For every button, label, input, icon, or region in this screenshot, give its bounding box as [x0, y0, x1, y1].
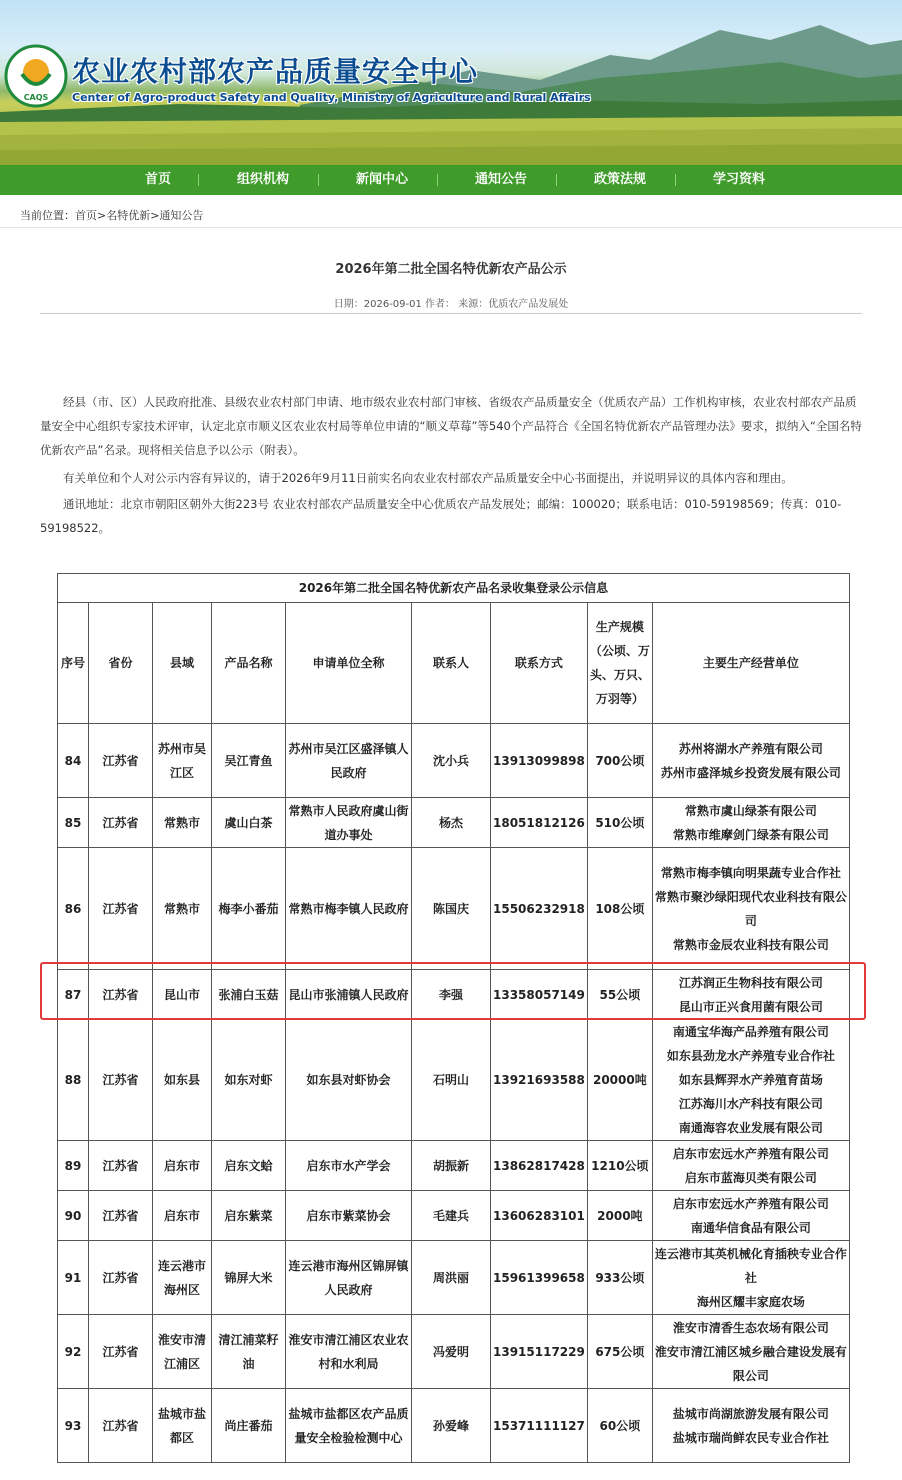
main-nav [0, 165, 902, 195]
header-banner [0, 0, 902, 165]
table-cell-phone: 13358057149 [491, 970, 588, 1020]
table-cell-scale: 933公顷 [587, 1241, 652, 1315]
table-cell-province: 江苏省 [89, 1241, 153, 1315]
table-cell-contact: 周洪丽 [412, 1241, 491, 1315]
table-cell-contact: 毛建兵 [412, 1191, 491, 1241]
table-cell-product: 启东紫菜 [212, 1191, 286, 1241]
table-cell-county: 常熟市 [153, 798, 212, 848]
table-row [58, 848, 850, 970]
unit-name: 如东县辉羿水产养殖育苗场 [678, 1073, 823, 1087]
table-row [58, 1241, 850, 1315]
table-cell-product: 梅李小番茄 [212, 848, 286, 970]
table-cell-scale: 108公顷 [587, 848, 652, 970]
table-cell-no: 92 [58, 1315, 89, 1389]
table-cell-applicant: 昆山市张浦镇人民政府 [286, 970, 412, 1020]
nav-notices[interactable]: 通知公告 [475, 172, 528, 187]
column-header: 联系人 [412, 603, 491, 724]
table-cell-scale: 675公顷 [587, 1315, 652, 1389]
table-cell-contact: 沈小兵 [412, 724, 491, 798]
unit-name: 淮安市清香生态农场有限公司 [672, 1320, 829, 1335]
table-cell-contact: 石明山 [412, 1020, 491, 1141]
table-cell-units [652, 1389, 849, 1463]
unit-name: 启东市宏远水产养殖有限公司 [672, 1196, 829, 1211]
table-cell-applicant: 淮安市清江浦区农业农村和水利局 [286, 1315, 412, 1389]
nav-divider [198, 174, 199, 186]
table-cell-county: 启东市 [153, 1191, 212, 1241]
divider [40, 313, 862, 314]
table-cell-no: 90 [58, 1191, 89, 1241]
nav-learning[interactable]: 学习资料 [713, 172, 766, 187]
table-cell-county: 盐城市盐都区 [153, 1389, 212, 1463]
svg-text:CAQS: CAQS [23, 93, 49, 102]
table-row [58, 798, 850, 848]
table-cell-phone: 15371111127 [491, 1389, 588, 1463]
table-cell-county: 启东市 [153, 1141, 212, 1191]
column-header: 申请单位全称 [286, 603, 412, 724]
table-cell-scale: 60公顷 [587, 1389, 652, 1463]
site-subtitle: Center of Agro-product Safety and Quality, Ministry of Agriculture and Rural Affairs [72, 91, 591, 104]
table-cell-applicant: 启东市水产学会 [286, 1141, 412, 1191]
table-cell-phone: 15961399658 [491, 1241, 588, 1315]
nav-organization[interactable]: 组织机构 [237, 172, 290, 187]
table-cell-county: 淮安市清江浦区 [153, 1315, 212, 1389]
table-cell-scale: 2000吨 [587, 1191, 652, 1241]
unit-name: 常熟市聚沙绿阳现代农业科技有限公司 [654, 889, 847, 928]
table-cell-product: 如东对虾 [212, 1020, 286, 1141]
table-cell-contact: 胡振新 [412, 1141, 491, 1191]
table-cell-province: 江苏省 [89, 1141, 153, 1191]
column-header: 主要生产经营单位 [652, 603, 849, 724]
breadcrumb[interactable]: 当前位置：首页>名特优新>通知公告 [20, 209, 204, 222]
table-cell-province: 江苏省 [89, 1191, 153, 1241]
table-cell-product: 尚庄番茄 [212, 1389, 286, 1463]
unit-name: 淮安市清江浦区城乡融合建设发展有限公司 [654, 1344, 847, 1383]
table-cell-no: 89 [58, 1141, 89, 1191]
table-cell-contact: 孙爱峰 [412, 1389, 491, 1463]
unit-name: 常熟市维摩剑门绿茶有限公司 [672, 827, 829, 842]
table-cell-product: 锦屏大米 [212, 1241, 286, 1315]
table-cell-no: 86 [58, 848, 89, 970]
table-cell-units [652, 724, 849, 798]
table-cell-contact: 陈国庆 [412, 848, 491, 970]
caqs-logo[interactable] [4, 44, 68, 108]
unit-name: 江苏润正生物科技有限公司 [678, 975, 823, 990]
unit-name: 南通宝华海产品养殖有限公司 [672, 1025, 829, 1039]
unit-name: 江苏海川水产科技有限公司 [678, 1097, 823, 1111]
table-cell-province: 江苏省 [89, 970, 153, 1020]
table-cell-units [652, 798, 849, 848]
table-cell-product: 清江浦菜籽油 [212, 1315, 286, 1389]
table-cell-scale: 510公顷 [587, 798, 652, 848]
table-cell-phone: 13862817428 [491, 1141, 588, 1191]
table-row [58, 1389, 850, 1463]
table-cell-phone: 18051812126 [491, 798, 588, 848]
table-cell-province: 江苏省 [89, 1020, 153, 1141]
table-cell-scale: 700公顷 [587, 724, 652, 798]
table-cell-applicant: 苏州市吴江区盛泽镇人民政府 [286, 724, 412, 798]
site-title: 农业农村部农产品质量安全中心 [72, 55, 479, 88]
table-cell-applicant: 盐城市盐都区农产品质量安全检验检测中心 [286, 1389, 412, 1463]
table-cell-province: 江苏省 [89, 724, 153, 798]
table-cell-applicant: 常熟市梅李镇人民政府 [286, 848, 412, 970]
table-cell-units [652, 1241, 849, 1315]
table-cell-units [652, 848, 849, 970]
table-cell-no: 88 [58, 1020, 89, 1141]
table-row [58, 1315, 850, 1389]
unit-name: 苏州将湖水产养殖有限公司 [678, 741, 823, 756]
nav-divider [318, 174, 319, 186]
table-cell-product: 吴江青鱼 [212, 724, 286, 798]
unit-name: 海州区耀丰家庭农场 [696, 1294, 805, 1309]
article-title: 2026年第二批全国名特优新农产品公示 [335, 262, 567, 277]
table-cell-product: 启东文蛤 [212, 1141, 286, 1191]
nav-divider [437, 174, 438, 186]
table-cell-phone: 13913099898 [491, 724, 588, 798]
table-row [58, 1020, 850, 1141]
unit-name: 常熟市金辰农业科技有限公司 [672, 937, 829, 952]
column-header: 县域 [153, 603, 212, 724]
unit-name: 南通海容农业发展有限公司 [678, 1121, 823, 1135]
table-cell-county: 常熟市 [153, 848, 212, 970]
divider [0, 227, 902, 228]
table-cell-units [652, 1020, 849, 1141]
unit-name: 常熟市梅李镇向明果蔬专业合作社 [660, 865, 841, 880]
table-cell-county: 昆山市 [153, 970, 212, 1020]
table-cell-no: 93 [58, 1389, 89, 1463]
table-cell-contact: 杨杰 [412, 798, 491, 848]
table-cell-applicant: 启东市紫菜协会 [286, 1191, 412, 1241]
unit-name: 常熟市虞山绿茶有限公司 [684, 803, 817, 818]
table-cell-phone: 13606283101 [491, 1191, 588, 1241]
table-cell-scale: 55公顷 [587, 970, 652, 1020]
column-header: 生产规模（公顷、万头、万只、万羽等） [587, 603, 652, 724]
table-cell-applicant: 连云港市海州区锦屏镇人民政府 [286, 1241, 412, 1315]
table-cell-no: 91 [58, 1241, 89, 1315]
column-header: 序号 [58, 603, 89, 724]
column-header: 产品名称 [212, 603, 286, 724]
table-caption: 2026年第二批全国名特优新农产品名录收集登录公示信息 [58, 574, 850, 603]
nav-divider [675, 174, 676, 186]
table-cell-scale: 1210公顷 [587, 1141, 652, 1191]
table-row [58, 1191, 850, 1241]
table-cell-no: 84 [58, 724, 89, 798]
table-header-row [58, 603, 850, 724]
table-cell-phone: 15506232918 [491, 848, 588, 970]
nav-news[interactable]: 新闻中心 [356, 172, 409, 187]
table-row [58, 1141, 850, 1191]
nav-home[interactable]: 首页 [145, 172, 172, 187]
article-paragraph: 通讯地址：北京市朝阳区朝外大街223号 农业农村部农产品质量安全中心优质农产品发展处；邮编：100020；联系电话：010-59198569；传真：010-59198522。 [40, 497, 842, 535]
highlight-box [40, 962, 866, 1020]
table-cell-scale: 20000吨 [587, 1020, 652, 1141]
table-cell-county: 如东县 [153, 1020, 212, 1141]
table-caption-row [58, 574, 850, 603]
unit-name: 苏州市盛泽城乡投资发展有限公司 [660, 765, 841, 780]
table-cell-product: 虞山白茶 [212, 798, 286, 848]
table-cell-province: 江苏省 [89, 848, 153, 970]
table-row [58, 724, 850, 798]
table-cell-county: 连云港市海州区 [153, 1241, 212, 1315]
nav-policy[interactable]: 政策法规 [594, 172, 647, 187]
table-cell-product: 张浦白玉菇 [212, 970, 286, 1020]
column-header: 联系方式 [491, 603, 588, 724]
unit-name: 南通华信食品有限公司 [690, 1220, 811, 1235]
table-cell-units [652, 1191, 849, 1241]
unit-name: 连云港市其英机械化育插秧专业合作社 [654, 1246, 847, 1285]
article-meta: 日期：2026-09-01 作者： 来源：优质农产品发展处 [333, 299, 569, 310]
table-cell-applicant: 常熟市人民政府虞山街道办事处 [286, 798, 412, 848]
column-header: 省份 [89, 603, 153, 724]
table-cell-county: 苏州市吴江区 [153, 724, 212, 798]
table-cell-applicant: 如东县对虾协会 [286, 1020, 412, 1141]
table-cell-no: 85 [58, 798, 89, 848]
unit-name: 启东市宏远水产养殖有限公司 [672, 1146, 829, 1161]
article-paragraph: 经县（市、区）人民政府批准、县级农业农村部门申请、地市级农业农村部门审核、省级农产品质量安全（优质农产品）工作机构审核，农业农村部农产品质量安全中心组织专家技术评审，认定北京市顺义区农业农村局等单位申请的“顺义草莓”等540个产品符合《全国名特优新农产品管理办法》要求，拟纳入“全国名特优新农产品”名录。现将相关信息予以公示（附表）。 [40, 395, 862, 457]
table-cell-province: 江苏省 [89, 1389, 153, 1463]
article-paragraph: 有关单位和个人对公示内容有异议的，请于2026年9月11日前实名向农业农村部农产品质量安全中心书面提出，并说明异议的具体内容和理由。 [63, 471, 793, 485]
nav-divider [556, 174, 557, 186]
table-cell-phone: 13915117229 [491, 1315, 588, 1389]
unit-name: 启东市蓝海贝类有限公司 [684, 1170, 817, 1185]
unit-name: 昆山市正兴食用菌有限公司 [678, 999, 823, 1014]
table-cell-units [652, 1141, 849, 1191]
unit-name: 如东县劲龙水产养殖专业合作社 [666, 1049, 835, 1063]
table-cell-no: 87 [58, 970, 89, 1020]
table-cell-units [652, 1315, 849, 1389]
table-cell-phone: 13921693588 [491, 1020, 588, 1141]
unit-name: 盐城市瑞尚鲜农民专业合作社 [672, 1430, 829, 1445]
table-cell-province: 江苏省 [89, 1315, 153, 1389]
table-cell-contact: 李强 [412, 970, 491, 1020]
unit-name: 盐城市尚湖旅游发展有限公司 [672, 1406, 829, 1421]
table-cell-contact: 冯爱明 [412, 1315, 491, 1389]
table-cell-province: 江苏省 [89, 798, 153, 848]
